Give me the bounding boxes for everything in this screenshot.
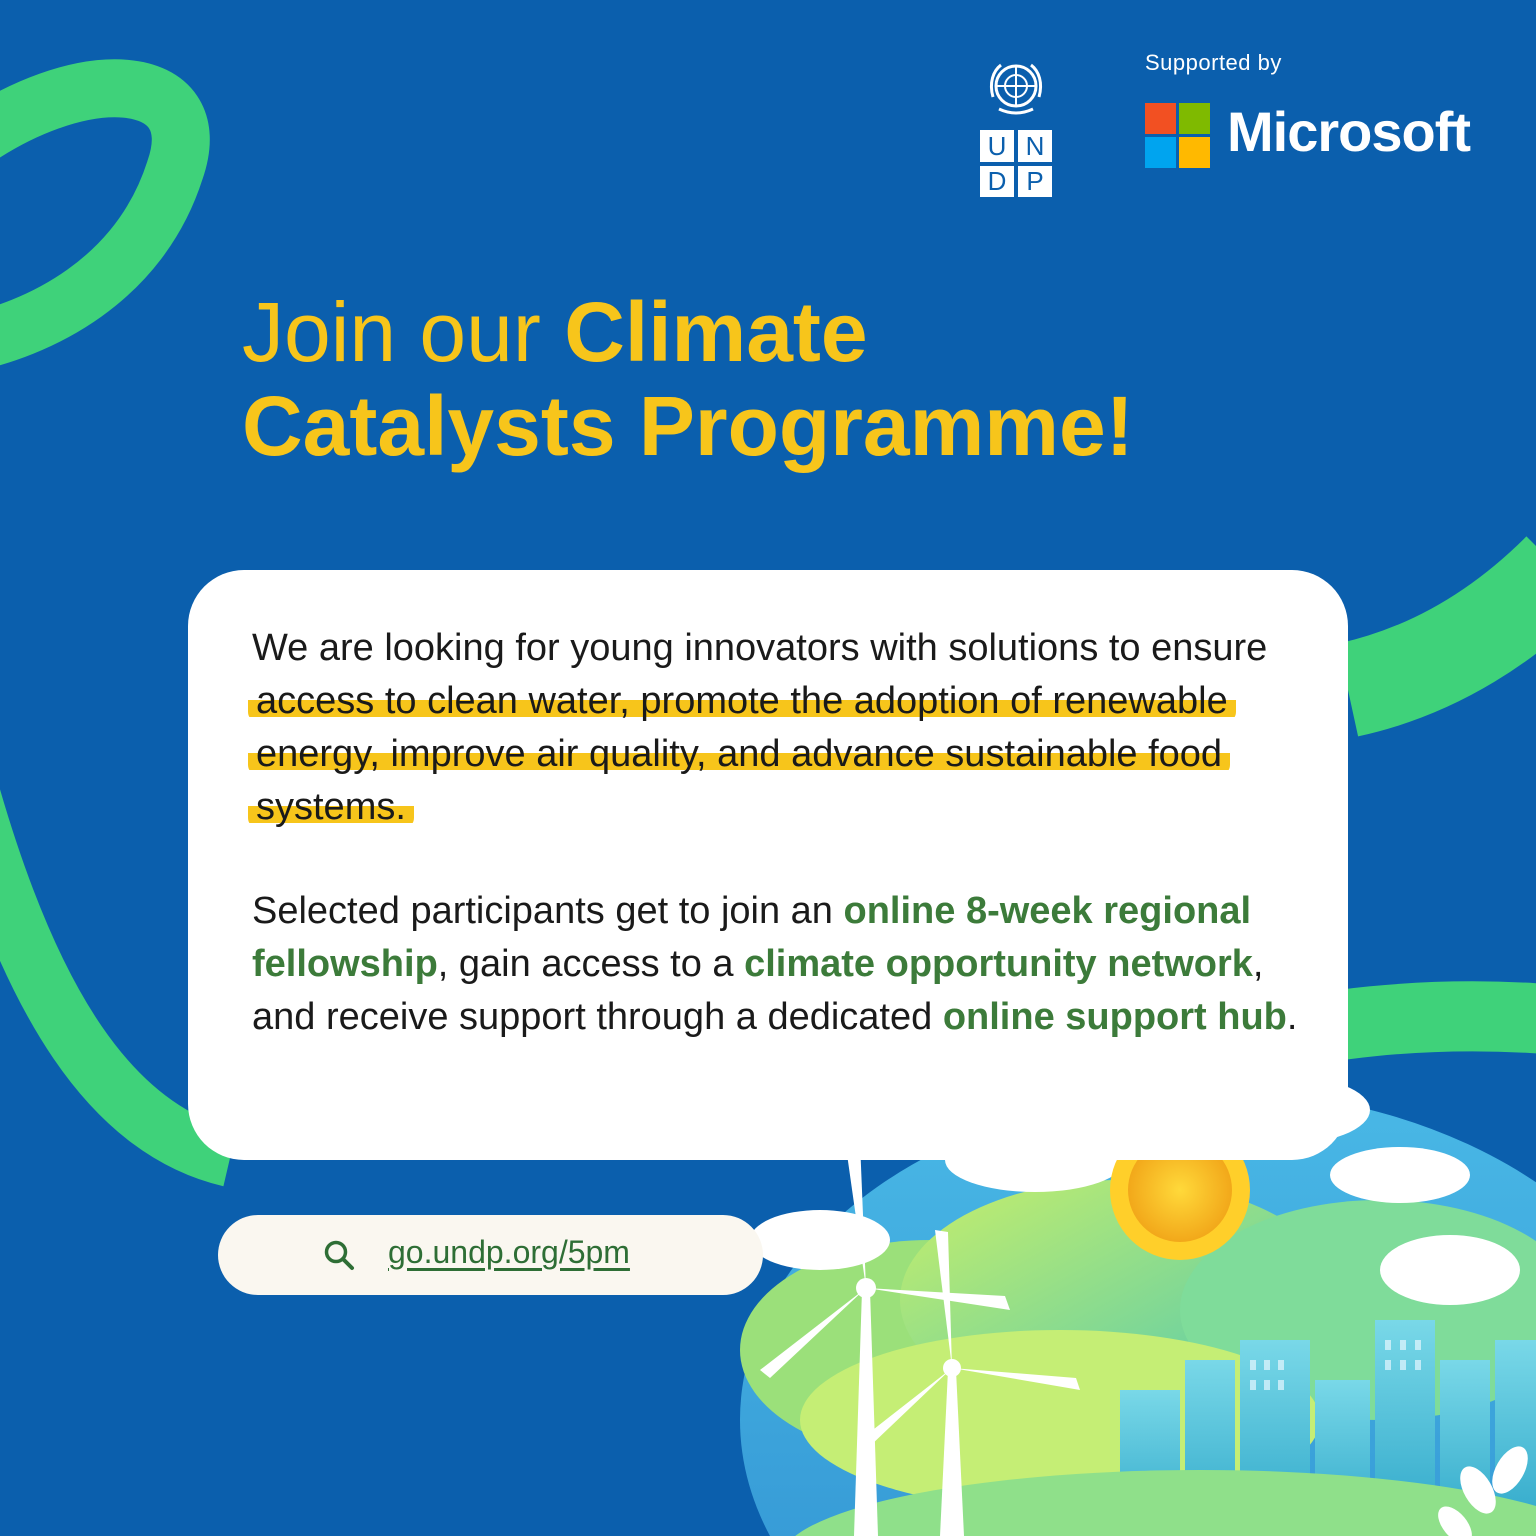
- undp-logo: [980, 52, 1052, 197]
- network-emphasis: climate opportunity network: [744, 943, 1253, 985]
- highlighted-goals: access to clean water, promote the adoption of renewable energy, improve air quality, and advance sustainable food systems.: [248, 680, 1236, 828]
- fellowship-emphasis: online 8-week regional fellowship: [252, 890, 1252, 985]
- headline-bold-line2: Catalysts Programme!: [242, 379, 1134, 473]
- microsoft-wordmark: Microsoft: [1227, 100, 1470, 163]
- undp-letter-n: N: [1018, 130, 1052, 162]
- undp-letter-d: D: [980, 166, 1014, 198]
- microsoft-logo-icon: [1145, 103, 1210, 168]
- un-emblem-icon: [980, 52, 1052, 124]
- benefits-paragraph: [252, 885, 1312, 1044]
- intro-paragraph: [252, 622, 1312, 834]
- intro-text: We are looking for young innovators with solutions to ensure: [252, 627, 1268, 669]
- benefits-text-a: Selected participants get to join an: [252, 890, 844, 932]
- benefits-text-c: , gain access to a: [437, 943, 745, 985]
- undp-letter-p: P: [1018, 166, 1052, 198]
- supported-by-label: Supported by: [1145, 50, 1282, 75]
- page-title: [242, 285, 1342, 473]
- benefits-text-g: .: [1286, 996, 1298, 1038]
- registration-link[interactable]: go.undp.org/5pm: [388, 1234, 630, 1270]
- benefits-text-e: , and receive support through a dedicated: [252, 943, 1264, 1038]
- support-hub-emphasis: online support hub: [942, 996, 1287, 1038]
- search-icon: [322, 1238, 356, 1272]
- headline-bold-line1: Climate: [564, 285, 868, 379]
- headline-light: Join our: [242, 285, 565, 379]
- undp-letter-u: U: [980, 130, 1014, 162]
